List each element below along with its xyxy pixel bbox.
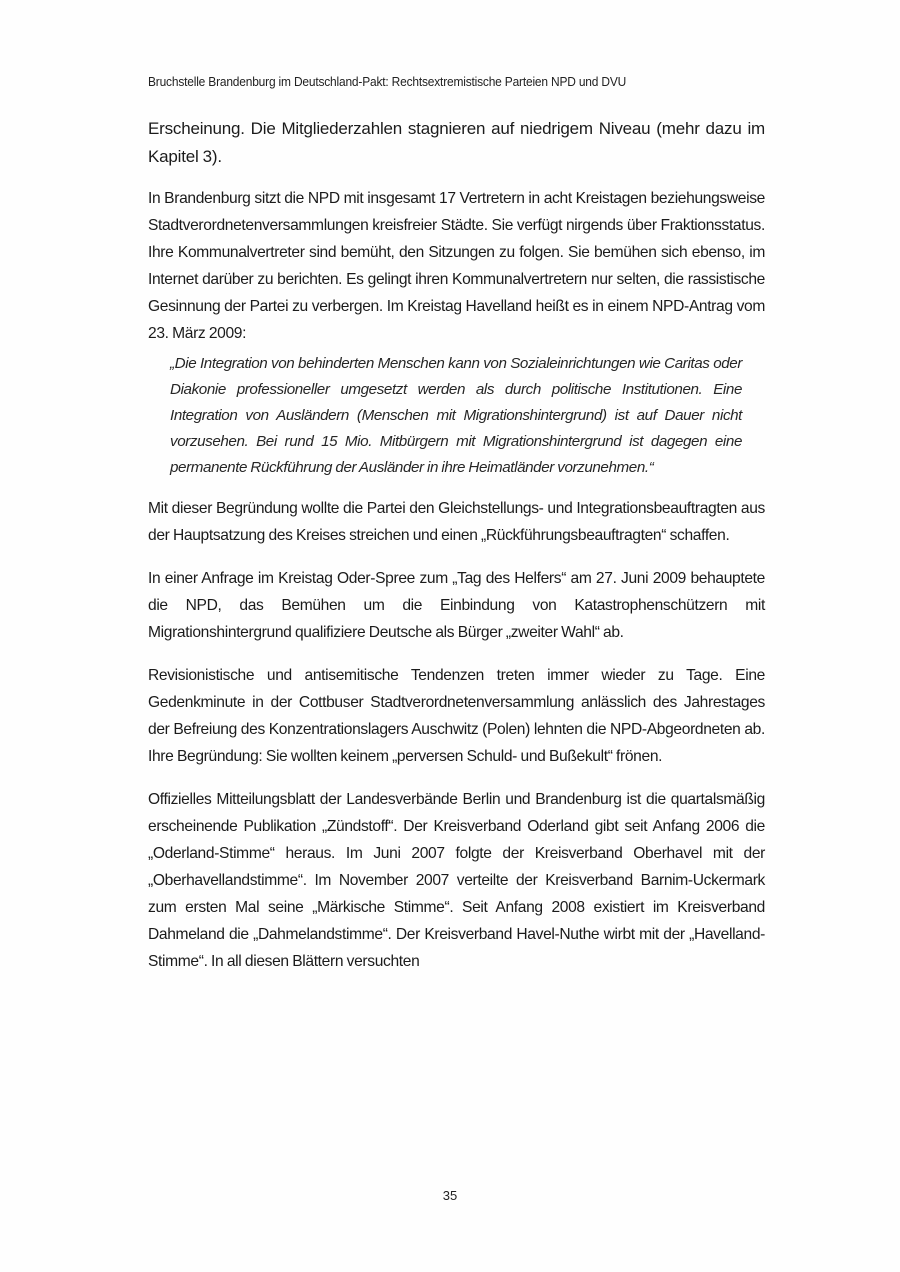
running-header: Bruchstelle Brandenburg im Deutschland-Pakt: Rechtsextremistische Parteien NPD und DVU — [148, 74, 627, 89]
paragraph-publikationen: Offizielles Mitteilungsblatt der Landesverbände Berlin und Brandenburg ist die quartalsmäßig erscheinende Publikation „Zündstoff“. Der Kreisverband Oderland gibt seit Anfang 2006 die „Oderland-Stimme“ heraus. Im Juni 2007 folgte der Kreisverband Oberhavel mit der „Oberhavellandstimme“. Im November 2007 verteilte der Kreisverband Barnim-Uckermark zum ersten Mal seine „Märkische Stimme“. Seit Anfang 2008 existiert im Kreisverband Dahmeland die „Dahmelandstimme“. Der Kreisverband Havel-Nuthe wirbt mit der „Havelland-Stimme“. In all diesen Blättern versuchten — [148, 791, 765, 970]
paragraph-oder-spree: In einer Anfrage im Kreistag Oder-Spree zum „Tag des Helfers“ am 27. Juni 2009 behauptete die NPD, das Bemühen um die Einbindung von Katastrophenschützern mit Migrationshintergrund qualifiziere Deutsche als Bürger „zweiter Wahl“ ab. — [148, 570, 765, 641]
paragraph-begruendung: Mit dieser Begründung wollte die Partei den Gleichstellungs- und Integrationsbeauftragten aus der Hauptsatzung des Kreises streichen und einen „Rückführungsbeauftragten“ schaffen. — [148, 500, 765, 544]
paragraph-revisionismus: Revisionistische und antisemitische Tendenzen treten immer wieder zu Tage. Eine Gedenkminute in der Cottbuser Stadtverordnetenversammlung anlässlich des Jahrestages der Befreiung des Konzentrationslagers Auschwitz (Polen) lehnten die NPD-Abgeordneten ab. Ihre Begründung: Sie wollten keinem „perversen Schuld- und Bußekult“ frönen. — [148, 667, 765, 765]
page-number: 35 — [442, 1188, 458, 1203]
block-quote-npd-antrag: „Die Integration von behinderten Menschen kann von Sozialeinrichtungen wie Caritas oder Diakonie professioneller umgesetzt werden als durch politische Institutionen. Eine Integration von Ausländern (Menschen mit Migrationshintergrund) ist auf Dauer nicht vorzusehen. Bei rund 15 Mio. Mitbürgern mit Migrationshintergrund ist dagegen eine permanente Rückführung der Ausländer in ihre Heimatländer vorzunehmen.“ — [170, 355, 742, 476]
body-text — [148, 115, 765, 991]
paragraph-membership: Erscheinung. Die Mitgliederzahlen stagnieren auf niedrigem Niveau (mehr dazu im Kapitel 3). — [148, 119, 765, 166]
paragraph-kreistage: In Brandenburg sitzt die NPD mit insgesamt 17 Vertretern in acht Kreistagen beziehungsweise Stadtverordnetenversammlungen kreisfreier Städte. Sie verfügt nirgends über Fraktionsstatus. Ihre Kommunalvertreter sind bemüht, den Sitzungen zu folgen. Sie bemühen sich ebenso, im Internet darüber zu berichten. Es gelingt ihren Kommunalvertretern nur selten, die rassistische Gesinnung der Partei zu verbergen. Im Kreistag Havelland heißt es in einem NPD-Antrag vom 23. März 2009: — [148, 190, 765, 342]
